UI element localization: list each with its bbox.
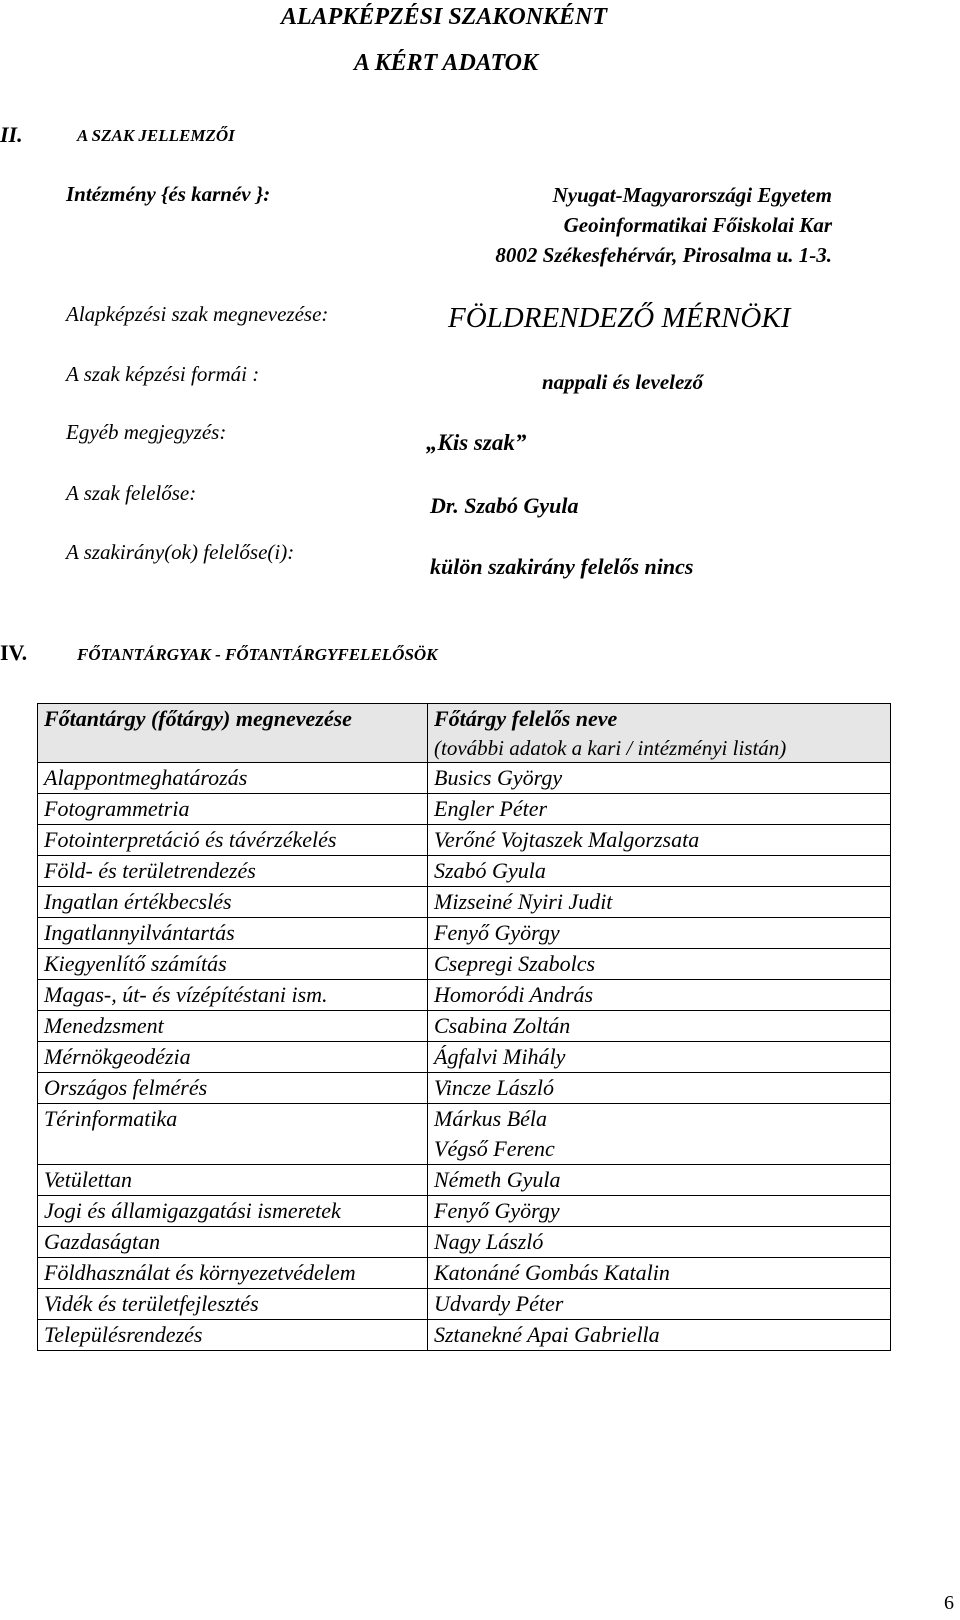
forms-label: A szak képzési formái : — [66, 362, 260, 386]
subject-cell: Térinformatika — [38, 1104, 428, 1165]
institution-line: Nyugat-Magyarországi Egyetem — [552, 183, 832, 207]
section-title-ii: A SZAK JELLEMZŐI — [77, 126, 235, 145]
table-row — [38, 1011, 891, 1042]
subject-cell: Magas-, út- és vízépítéstani ism. — [38, 980, 428, 1011]
responsible-label: A szak felelőse: — [66, 481, 197, 505]
table-row — [38, 1104, 891, 1165]
institution-label: Intézmény {és karnév }: — [66, 182, 271, 206]
column-header-subject: Főtantárgy (főtárgy) megnevezése — [38, 704, 428, 763]
subject-cell: Földhasználat és környezetvédelem — [38, 1258, 428, 1289]
table-row — [38, 794, 891, 825]
responsible-cell: Vincze László — [428, 1073, 891, 1104]
subject-cell: Fotogrammetria — [38, 794, 428, 825]
table-row — [38, 949, 891, 980]
responsible-cell: Udvardy Péter — [428, 1289, 891, 1320]
responsible-cell: Németh Gyula — [428, 1165, 891, 1196]
responsible-cell: Katonáné Gombás Katalin — [428, 1258, 891, 1289]
responsible-cell: Sztanekné Apai Gabriella — [428, 1320, 891, 1351]
subject-cell: Fotointerpretáció és távérzékelés — [38, 825, 428, 856]
table-row — [38, 918, 891, 949]
responsible-name: Márkus Béla — [434, 1106, 548, 1131]
table-row — [38, 887, 891, 918]
responsible-cell: Verőné Vojtaszek Malgorzsata — [428, 825, 891, 856]
responsible-cell: Fenyő György — [428, 918, 891, 949]
responsible-cell: Engler Péter — [428, 794, 891, 825]
section-number-iv: IV. — [0, 640, 28, 665]
responsible-name: Végső Ferenc — [434, 1136, 555, 1161]
section-number-ii: II. — [0, 122, 23, 147]
responsible-cell: Busics György — [428, 763, 891, 794]
specialization-value: külön szakirány felelős nincs — [430, 554, 694, 579]
major-label: Alapképzési szak megnevezése: — [66, 302, 329, 326]
subject-cell: Gazdaságtan — [38, 1227, 428, 1258]
table-row — [38, 856, 891, 887]
column-header-responsible — [428, 704, 891, 763]
section-title-iv: FŐTANTÁRGYAK - FŐTANTÁRGYFELELŐSÖK — [77, 645, 438, 664]
table-row — [38, 825, 891, 856]
forms-value: nappali és levelező — [542, 370, 703, 394]
subject-cell: Településrendezés — [38, 1320, 428, 1351]
subject-cell: Mérnökgeodézia — [38, 1042, 428, 1073]
subjects-table — [37, 703, 891, 1351]
responsible-cell: Mizseiné Nyiri Judit — [428, 887, 891, 918]
responsible-cell: Csepregi Szabolcs — [428, 949, 891, 980]
responsible-cell: Szabó Gyula — [428, 856, 891, 887]
specialization-label: A szakirány(ok) felelőse(i): — [66, 540, 295, 564]
page-subtitle: A KÉRT ADATOK — [353, 50, 539, 76]
table-row — [38, 1196, 891, 1227]
table-row — [38, 980, 891, 1011]
column-header-responsible-note: (további adatok a kari / intézményi listán) — [434, 736, 787, 760]
table-row — [38, 1227, 891, 1258]
institution-line: 8002 Székesfehérvár, Pirosalma u. 1-3. — [495, 243, 832, 267]
note-label: Egyéb megjegyzés: — [66, 420, 227, 444]
responsible-cell: Homoródi András — [428, 980, 891, 1011]
subject-cell: Vidék és területfejlesztés — [38, 1289, 428, 1320]
responsible-value: Dr. Szabó Gyula — [430, 493, 579, 518]
responsible-cell: Nagy László — [428, 1227, 891, 1258]
table-row — [38, 1289, 891, 1320]
responsible-cell: Ágfalvi Mihály — [428, 1042, 891, 1073]
table-row — [38, 763, 891, 794]
subject-cell: Ingatlan értékbecslés — [38, 887, 428, 918]
responsible-cell — [428, 1104, 891, 1165]
major-value: FÖLDRENDEZŐ MÉRNÖKI — [448, 302, 791, 334]
institution-value — [495, 180, 832, 270]
table-row — [38, 1320, 891, 1351]
table-row — [38, 1042, 891, 1073]
subject-cell: Föld- és területrendezés — [38, 856, 428, 887]
responsible-cell: Csabina Zoltán — [428, 1011, 891, 1042]
table-header-row — [38, 704, 891, 763]
subject-cell: Jogi és államigazgatási ismeretek — [38, 1196, 428, 1227]
subject-cell: Menedzsment — [38, 1011, 428, 1042]
note-value: „Kis szak” — [426, 430, 527, 455]
subject-cell: Országos felmérés — [38, 1073, 428, 1104]
subject-cell: Ingatlannyilvántartás — [38, 918, 428, 949]
responsible-cell: Fenyő György — [428, 1196, 891, 1227]
subject-cell: Kiegyenlítő számítás — [38, 949, 428, 980]
page-title: ALAPKÉPZÉSI SZAKONKÉNT — [280, 4, 608, 30]
page-number: 6 — [944, 1592, 954, 1614]
column-header-responsible-title: Főtárgy felelős neve — [434, 706, 618, 731]
table-row — [38, 1258, 891, 1289]
subject-cell: Vetülettan — [38, 1165, 428, 1196]
subject-cell: Alappontmeghatározás — [38, 763, 428, 794]
table-row — [38, 1165, 891, 1196]
institution-line: Geoinformatikai Főiskolai Kar — [563, 213, 832, 237]
table-row — [38, 1073, 891, 1104]
